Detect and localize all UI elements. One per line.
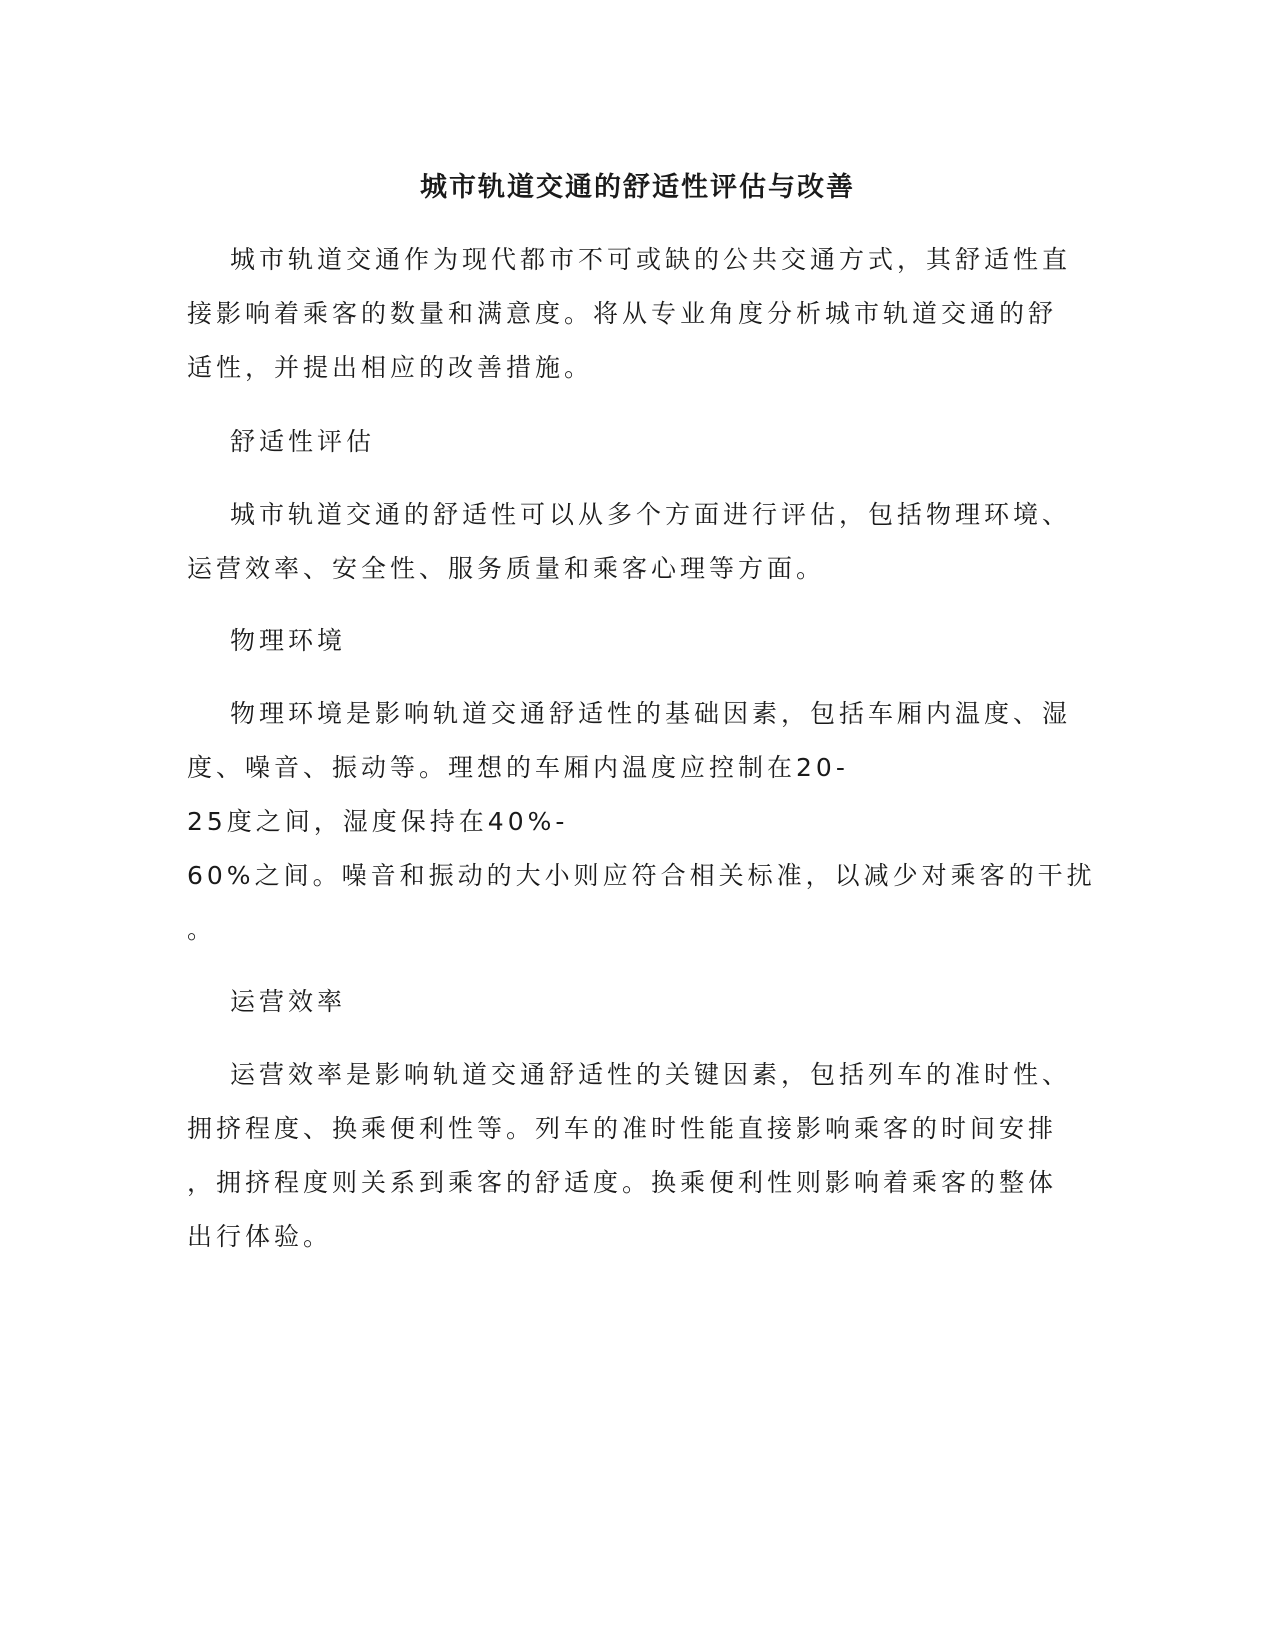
intro-line-1: 城市轨道交通作为现代都市不可或缺的公共交通方式，其舒适性直	[230, 245, 1072, 274]
heading-physical: 物理环境	[230, 626, 347, 655]
intro-line-2: 接影响着乘客的数量和满意度。将从专业角度分析城市轨道交通的舒	[187, 299, 1058, 328]
evaluation-line-1: 城市轨道交通的舒适性可以从多个方面进行评估，包括物理环境、	[230, 500, 1072, 529]
physical-line-5: 。	[187, 915, 217, 944]
physical-line-4: 60%之间。噪音和振动的大小则应符合相关标准，以减少对乘客的干扰	[187, 861, 1096, 890]
physical-line-1: 物理环境是影响轨道交通舒适性的基础因素，包括车厢内温度、湿	[230, 699, 1072, 728]
operation-line-2: 拥挤程度、换乘便利性等。列车的准时性能直接影响乘客的时间安排	[187, 1114, 1058, 1143]
evaluation-line-2: 运营效率、安全性、服务质量和乘客心理等方面。	[187, 554, 826, 583]
physical-line-3: 25度之间，湿度保持在40%-	[187, 807, 569, 836]
operation-line-3: ，拥挤程度则关系到乘客的舒适度。换乘便利性则影响着乘客的整体	[187, 1168, 1058, 1197]
heading-evaluation: 舒适性评估	[230, 427, 376, 456]
heading-operation: 运营效率	[230, 987, 347, 1016]
operation-line-1: 运营效率是影响轨道交通舒适性的关键因素，包括列车的准时性、	[230, 1060, 1072, 1089]
operation-line-4: 出行体验。	[187, 1222, 333, 1251]
document-title: 城市轨道交通的舒适性评估与改善	[420, 172, 855, 203]
intro-line-3: 适性，并提出相应的改善措施。	[187, 353, 594, 382]
physical-line-2: 度、噪音、振动等。理想的车厢内温度应控制在20-	[187, 753, 849, 782]
